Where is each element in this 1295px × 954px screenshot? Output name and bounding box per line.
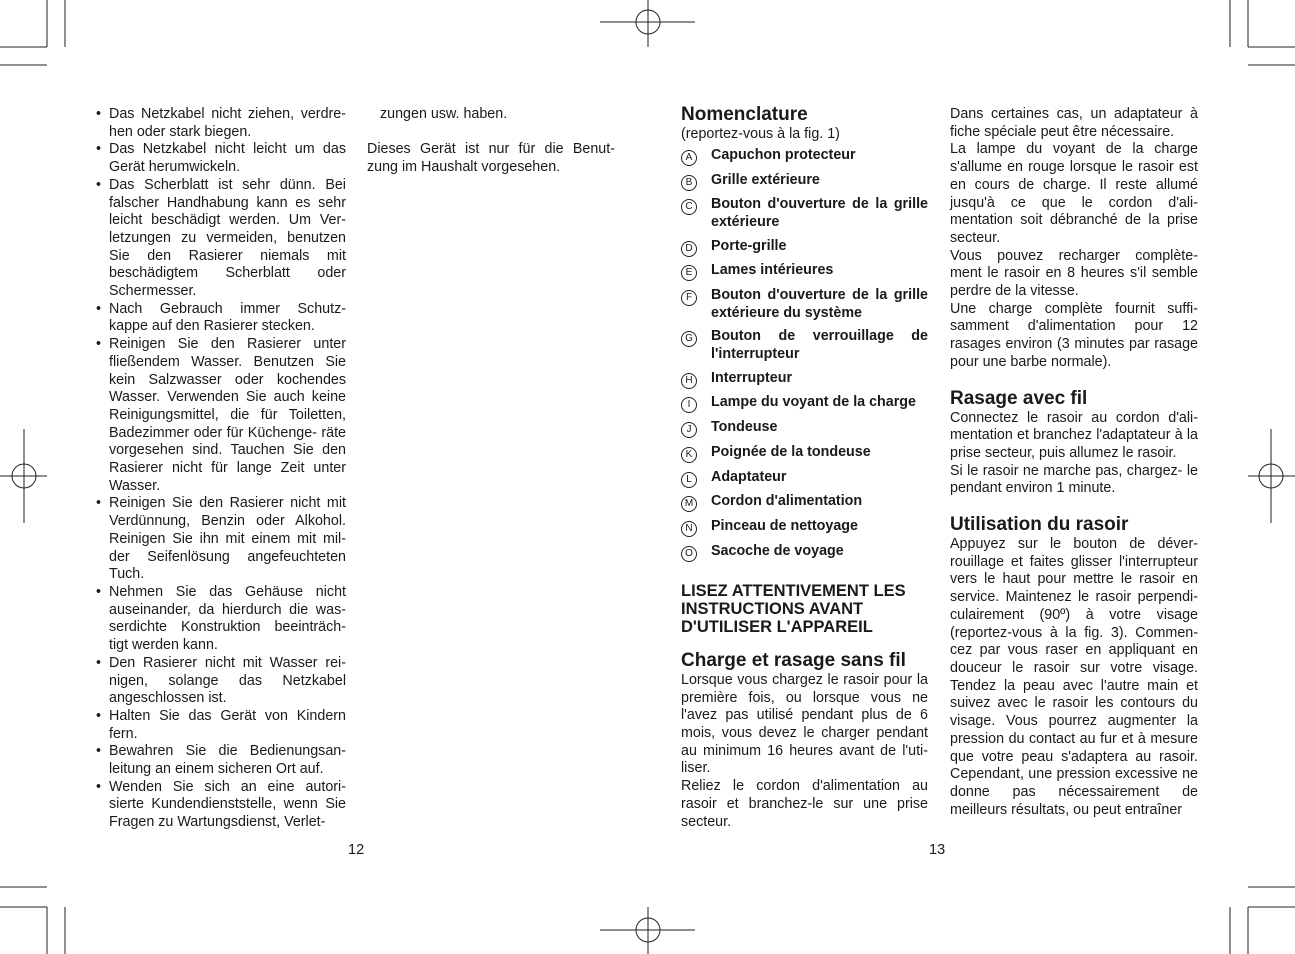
circled-letter: G xyxy=(681,331,697,347)
left-page-col2 xyxy=(367,106,615,177)
list-item xyxy=(681,518,928,537)
list-item: • Das Netzkabel nicht ziehen, verdre- hen oder stark biegen. xyxy=(96,106,346,140)
list-item xyxy=(681,419,928,438)
circled-letter: N xyxy=(681,521,697,537)
page-number-right: 13 xyxy=(929,842,946,858)
list-item: • Bewahren Sie die Bedienungsan- leitung an einem sicheren Ort auf. xyxy=(96,743,346,778)
list-item: • Den Rasierer nicht mit Wasser rei- nigen, solange das Netzkabel angeschlossen ist. xyxy=(96,654,346,707)
warning-line-1: LISEZ ATTENTIVEMENT LES xyxy=(681,581,906,600)
list-item xyxy=(681,543,928,562)
circled-letter: L xyxy=(681,472,697,488)
circled-letter: E xyxy=(681,265,697,281)
circled-letter: C xyxy=(681,199,697,215)
list-item: • Das Scherblatt ist sehr dünn. Bei falscher Handhabung kann es sehr leicht beschädigt werden. Um Ver- letzungen zu vermeiden, benutzen Sie den Rasierer niemals mit beschädigtem Scherblatt oder Schermesser. xyxy=(96,176,346,300)
list-item: • Nach Gebrauch immer Schutz- kappe auf den Rasierer stecken. xyxy=(96,300,346,335)
charge-heading: Charge et rasage sans fil xyxy=(681,649,906,671)
full-charge-paragraph: Une charge complète fournit suffi- samment d'alimentation pour 12 rasages environ (3 minutes par rasage pour une barbe normale). xyxy=(950,300,1198,370)
utilisation-heading: Utilisation du rasoir xyxy=(950,514,1129,536)
item-label: Bouton de verrouillage de l'interrupteur xyxy=(711,328,928,362)
list-item: • Wenden Sie sich an eine autori- sierte Kundendienststelle, wenn Sie Fragen zu Wartungsdienst, Verlet- xyxy=(96,778,346,831)
bullet-continuation: zungen usw. haben. xyxy=(380,106,508,122)
rasage-paragraph-2: Si le rasoir ne marche pas, chargez- le pendant environ 1 minute. xyxy=(950,462,1198,497)
circled-letter: I xyxy=(681,397,697,413)
list-item: • Nehmen Sie das Gehäuse nicht auseinander, da hierdurch die was- serdichte Konstruktion beeinträch- tigt werden kann. xyxy=(96,583,346,654)
list-item xyxy=(681,469,928,488)
list-item xyxy=(681,262,928,281)
item-label: Adaptateur xyxy=(711,468,787,485)
list-item xyxy=(681,394,928,413)
charge-paragraph-1: Lorsque vous chargez le rasoir pour la première fois, ou lorsque vous ne l'avez pas utilisé pendant plus de 6 mois, vous devez le charger pendant au minimum 16 heures avant de l'uti- liser. xyxy=(681,671,928,777)
circled-letter: K xyxy=(681,447,697,463)
list-item xyxy=(681,196,928,231)
circled-letter: O xyxy=(681,546,697,562)
list-item xyxy=(681,172,928,191)
lamp-paragraph: La lampe du voyant de la charge s'allume en rouge lorsque le rasoir est en cours de charge. Il reste allumé jusqu'à ce que le cordon d'ali- mentation soit débranché de la prise secteur. xyxy=(950,141,1198,246)
list-item xyxy=(681,328,928,363)
item-label: Sacoche de voyage xyxy=(711,543,844,560)
item-label: Tondeuse xyxy=(711,419,778,436)
item-label: Poignée de la tondeuse xyxy=(711,443,871,460)
item-label: Capuchon protecteur xyxy=(711,146,856,163)
page-number-left: 12 xyxy=(348,842,365,858)
adapter-paragraph: Dans certaines cas, un adaptateur à fiche spéciale peut être nécessaire. xyxy=(950,106,1198,140)
rasage-paragraph-1: Connectez le rasoir au cordon d'ali- mentation et branchez l'adaptateur à la prise secteur, puis allumez le rasoir. xyxy=(950,409,1198,461)
recharge-paragraph: Vous pouvez recharger complète- ment le rasoir en 8 heures s'il semble perdre de la vitesse. xyxy=(950,247,1198,300)
item-label: Grille extérieure xyxy=(711,171,820,188)
list-item xyxy=(681,238,928,257)
safety-list xyxy=(96,106,346,832)
nomenclature-ref: (reportez-vous à la fig. 1) xyxy=(681,126,840,142)
circled-letter: M xyxy=(681,496,697,512)
circled-letter: B xyxy=(681,175,697,191)
item-label: Porte-grille xyxy=(711,237,787,254)
rasage-heading: Rasage avec fil xyxy=(950,387,1088,409)
warning-line-3: D'UTILISER L'APPAREIL xyxy=(681,617,873,636)
list-item: • Das Netzkabel nicht leicht um das Gerät herumwickeln. xyxy=(96,141,346,176)
item-label: Lames intérieures xyxy=(711,262,834,279)
list-item xyxy=(681,493,928,512)
list-item: • Halten Sie das Gerät von Kindern fern. xyxy=(96,707,346,742)
circled-letter: J xyxy=(681,422,697,438)
nomenclature-list xyxy=(681,147,928,562)
item-label: Bouton d'ouverture de la grille extérieure xyxy=(711,196,928,230)
circled-letter: F xyxy=(681,290,697,306)
item-label: Interrupteur xyxy=(711,369,793,386)
list-item: • Reinigen Sie den Rasierer nicht mit Verdünnung, Benzin oder Alkohol. Reinigen Sie ihn mit einem mit mil- der Seifenlösung angefeuchteten Tuch. xyxy=(96,495,346,583)
warning-line-2: INSTRUCTIONS AVANT xyxy=(681,599,864,618)
right-page-col1 xyxy=(681,104,928,831)
nomenclature-heading: Nomenclature xyxy=(681,104,808,125)
list-item xyxy=(681,444,928,463)
list-item xyxy=(681,147,928,166)
circled-letter: A xyxy=(681,150,697,166)
item-label: Lampe du voyant de la charge xyxy=(711,394,916,411)
list-item: • Reinigen Sie den Rasierer unter fließendem Wasser. Benutzen Sie kein Salzwasser oder kochendes Wasser. Verwenden Sie auch keine Reinigungsmittel, die für Toiletten, Badezimmer oder für Küchenge- räte vorgesehen sind. Tauchen Sie den Rasierer nicht für lange Zeit unter Wasser. xyxy=(96,336,346,494)
household-note: Dieses Gerät ist nur für die Benut- zung im Haushalt vorgesehen. xyxy=(367,141,615,176)
right-page-col2 xyxy=(950,106,1198,819)
list-item xyxy=(681,370,928,389)
item-label: Pinceau de nettoyage xyxy=(711,518,858,535)
circled-letter: H xyxy=(681,373,697,389)
list-item xyxy=(681,287,928,322)
circled-letter: D xyxy=(681,241,697,257)
item-label: Cordon d'alimentation xyxy=(711,493,863,510)
utilisation-paragraph: Appuyez sur le bouton de déver- rouillage et faites glisser l'interrupteur vers le haut pour mettre le rasoir en service. Maintenez le rasoir perpendi- culairement (90º) à votre visage (reportez-vous à la fig. 3). Commen- cez par vous raser en appliquant en douceur le rasoir sur votre visage. Tendez la peau avec l'autre main et suivez avec le rasoir les contours du visage. Vous pourrez augmenter la pression du contact au fur et à mesure que votre peau s'adaptera au rasoir. Cependant, une pression excessive ne donne pas nécessairement de meilleurs résultats, ou peut entraîner xyxy=(950,536,1198,818)
charge-paragraph-2: Reliez le cordon d'alimentation au rasoir et branchez-le sur une prise secteur. xyxy=(681,778,928,830)
item-label: Bouton d'ouverture de la grille extérieure du système xyxy=(711,287,928,321)
